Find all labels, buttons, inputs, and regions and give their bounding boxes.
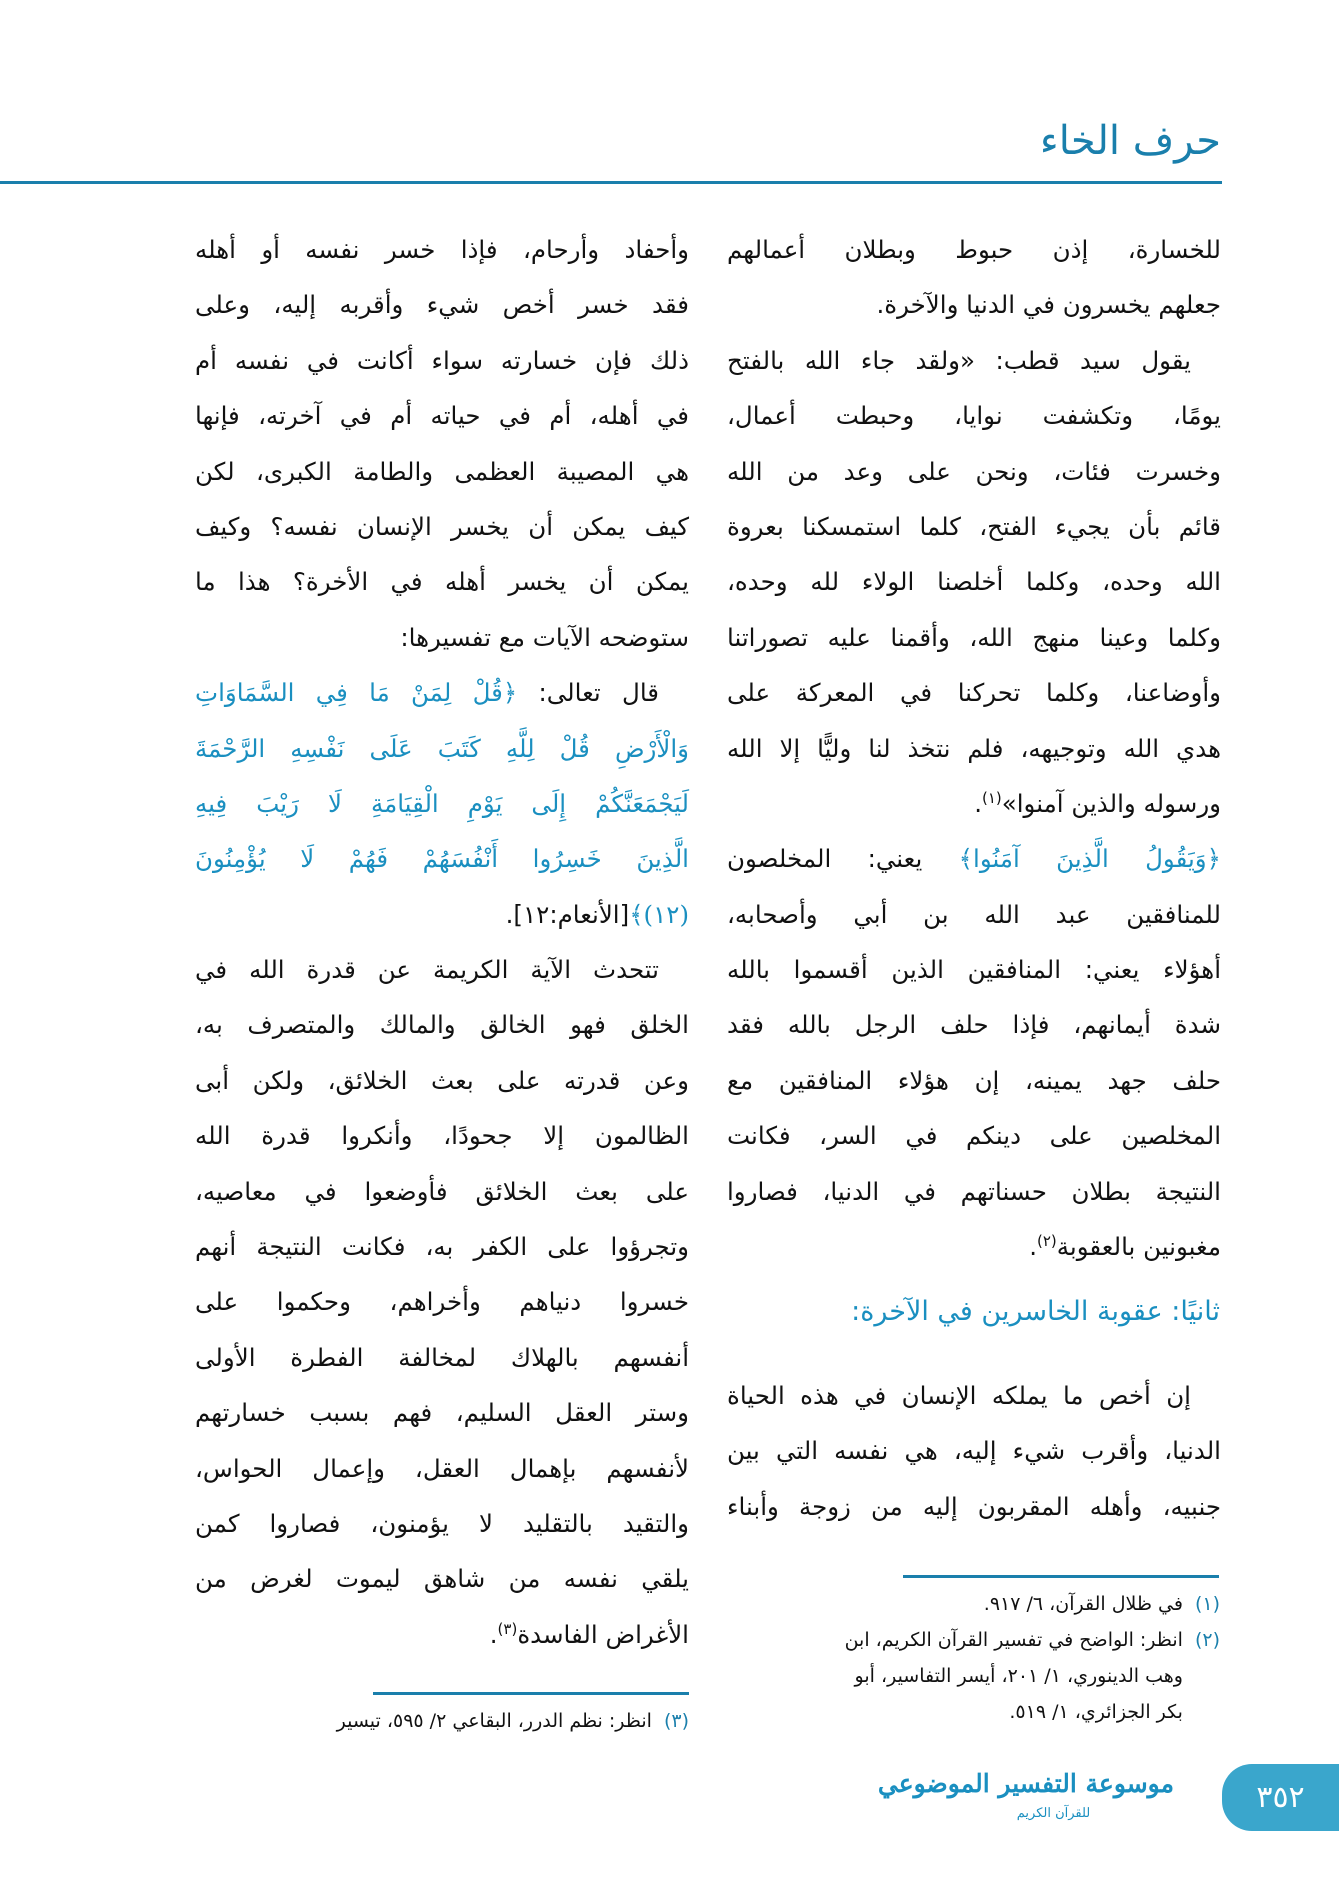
text-segment: أنفسهم بالهلاك لمخالفة الفطرة الأولى xyxy=(195,1342,689,1372)
text-line xyxy=(195,333,689,388)
footnote-line: انظر: نظم الدرر، البقاعي ٢/ ٥٩٥، تيسير xyxy=(336,1710,652,1732)
text-segment: . xyxy=(1029,1232,1037,1262)
text-segment: النتيجة بطلان حسناتهم في الدنيا، فصاروا xyxy=(727,1176,1221,1206)
header-divider xyxy=(0,181,1222,184)
text-segment: قائم بأن يجيء الفتح، كلما استمسكنا بعروة xyxy=(727,511,1221,541)
text-line xyxy=(727,222,1221,277)
logo-sub-text: للقرآن الكريم xyxy=(1016,1806,1091,1821)
text-segment: هي المصيبة العظمى والطامة الكبرى، لكن xyxy=(195,456,689,486)
quran-verse: (١٢)﴾ xyxy=(629,899,689,929)
footnote-number: (٣) xyxy=(663,1710,689,1732)
text-line xyxy=(727,1479,1221,1534)
text-segment: وتجرؤوا على الكفر به، فكانت النتيجة أنهم xyxy=(195,1232,689,1262)
right-column-continued xyxy=(727,1368,1221,1534)
text-line xyxy=(727,554,1221,609)
text-line xyxy=(195,1330,689,1385)
section-heading: ثانيًا: عقوبة الخاسرين في الآخرة: xyxy=(851,1296,1220,1327)
text-segment: . xyxy=(489,1619,498,1649)
text-segment: يعني: المخلصون xyxy=(727,844,959,874)
text-segment: الله وحده، وكلما أخلصنا الولاء لله وحده، xyxy=(727,567,1221,597)
text-segment: ستوضحه الآيات مع تفسيرها: xyxy=(400,622,689,652)
text-segment: الظالمون إلا جحودًا، وأنكروا قدرة الله xyxy=(195,1121,689,1151)
text-line xyxy=(195,831,689,886)
text-segment: في أهله، أم في حياته أم في آخرته، فإنها xyxy=(195,401,689,431)
text-segment: وأوضاعنا، وكلما تحركنا في المعركة على xyxy=(727,678,1221,708)
footnote xyxy=(720,1622,1220,1730)
text-segment: وستر العقل السليم، فهم بسبب خسارتهم xyxy=(195,1398,689,1428)
text-segment: [الأنعام:١٢]. xyxy=(505,899,630,929)
footnote-line: انظر: الواضح في تفسير القرآن الكريم، ابن xyxy=(844,1629,1183,1651)
chapter-title: حرف الخاء xyxy=(1039,118,1221,164)
text-line xyxy=(727,721,1221,776)
text-segment: للخسارة، إذن حبوط وبطلان أعمالهم xyxy=(727,235,1221,264)
text-segment: مغبونين بالعقوبة xyxy=(1056,1232,1221,1262)
text-segment: والتقيد بالتقليد لا يؤمنون، فصاروا كمن xyxy=(195,1508,689,1538)
footnote-number: (١) xyxy=(1194,1593,1220,1615)
text-segment: إن أخص ما يملكه الإنسان في هذه الحياة xyxy=(727,1381,1191,1410)
footnote-ref[interactable]: (٢) xyxy=(1037,1231,1057,1250)
text-line xyxy=(195,1607,689,1662)
encyclopedia-logo xyxy=(877,1764,1174,1836)
text-line xyxy=(727,499,1221,554)
text-segment: يومًا، وتكشفت نوايا، وحبطت أعمال، xyxy=(727,401,1221,431)
text-segment: الأغراض الفاسدة xyxy=(517,1619,689,1649)
text-segment: للمنافقين عبد الله بن أبي وأصحابه، xyxy=(727,899,1221,929)
text-line xyxy=(727,1164,1221,1219)
text-segment: وخسرت فئات، ونحن على وعد من الله xyxy=(727,456,1221,486)
text-line xyxy=(195,1496,689,1551)
logo-main-text: موسوعة التفسير الموضوعي xyxy=(877,1769,1174,1798)
text-segment: هدي الله وتوجيهه، فلم نتخذ لنا وليًّا إلا الله xyxy=(727,733,1221,763)
text-line xyxy=(195,444,689,499)
footnote-line: في ظلال القرآن، ٦/ ٩١٧. xyxy=(983,1593,1183,1615)
quran-verse: لَيَجْمَعَنَّكُمْ إِلَى يَوْمِ الْقِيَامَةِ لَا رَيْبَ فِيهِ xyxy=(195,788,689,818)
text-segment: وأحفاد وأرحام، فإذا خسر نفسه أو أهله xyxy=(195,235,689,264)
text-segment: أهؤلاء يعني: المنافقين الذين أقسموا بالله xyxy=(727,955,1221,985)
text-line xyxy=(727,887,1221,942)
text-segment: على بعث الخلائق فأوضعوا في معاصيه، xyxy=(195,1176,689,1206)
footnote xyxy=(720,1586,1220,1622)
text-line xyxy=(195,1551,689,1606)
right-column xyxy=(727,222,1221,1274)
text-segment: الخلق فهو الخالق والمالك والمتصرف به، xyxy=(195,1010,689,1040)
text-segment: جنبيه، وأهله المقربون إليه من زوجة وأبناء xyxy=(727,1491,1221,1521)
text-line xyxy=(195,942,689,997)
text-line xyxy=(195,388,689,443)
quran-verse: الَّذِينَ خَسِرُوا أَنْفُسَهُمْ فَهُمْ لَا يُؤْمِنُونَ xyxy=(195,844,689,874)
text-line xyxy=(727,388,1221,443)
quran-verse: ﴿وَيَقُولُ الَّذِينَ آمَنُوا﴾ xyxy=(958,844,1221,874)
footnote-divider-right xyxy=(903,1575,1219,1578)
text-line xyxy=(727,1108,1221,1163)
text-segment: قال تعالى: xyxy=(517,678,660,708)
text-segment: المخلصين على دينكم في السر، فكانت xyxy=(727,1121,1221,1151)
text-segment: وعن قدرته على بعث الخلائق، ولكن أبى xyxy=(195,1065,689,1095)
text-segment: . xyxy=(974,788,982,818)
text-line xyxy=(195,887,689,942)
footnote-ref[interactable]: (٣) xyxy=(497,1619,518,1638)
text-line xyxy=(727,997,1221,1052)
text-line xyxy=(195,776,689,831)
text-segment: يلقي نفسه من شاهق ليموت لغرض من xyxy=(195,1564,689,1594)
text-line xyxy=(195,1441,689,1496)
text-line xyxy=(195,721,689,776)
footnotes-left xyxy=(189,1703,689,1739)
text-segment: ورسوله والذين آمنوا» xyxy=(1001,788,1221,818)
text-line xyxy=(727,831,1221,886)
footnote-number: (٢) xyxy=(1194,1629,1220,1651)
text-segment: يقول سيد قطب: «ولقد جاء الله بالفتح xyxy=(727,345,1191,375)
text-line xyxy=(195,1219,689,1274)
footnote-line: وهب الدينوري، ١/ ٢٠١، أيسر التفاسير، أبو xyxy=(854,1665,1183,1687)
text-line xyxy=(195,1108,689,1163)
text-line xyxy=(727,776,1221,831)
text-line xyxy=(195,499,689,554)
page-number: ٣٥٢ xyxy=(1222,1764,1339,1831)
footnotes-right xyxy=(720,1586,1220,1730)
text-segment: ذلك فإن خسارته سواء أكانت في نفسه أم xyxy=(195,345,689,375)
text-line xyxy=(195,1385,689,1440)
text-segment: فقد خسر أخص شيء وأقربه إليه، وعلى xyxy=(195,290,689,320)
footnote-divider-left xyxy=(373,1692,689,1695)
text-line xyxy=(195,1274,689,1329)
text-segment: لأنفسهم بإهمال العقل، وإعمال الحواس، xyxy=(195,1453,689,1483)
text-line xyxy=(727,1423,1221,1478)
text-line xyxy=(727,333,1221,388)
text-line xyxy=(195,665,689,720)
text-line xyxy=(727,1053,1221,1108)
footnote xyxy=(189,1703,689,1739)
text-line xyxy=(727,610,1221,665)
text-segment: يمكن أن يخسر أهله في الأخرة؟ هذا ما xyxy=(195,567,689,597)
text-line xyxy=(727,665,1221,720)
text-segment: وكلما وعينا منهج الله، وأقمنا عليه تصوراتنا xyxy=(727,622,1221,652)
text-segment: الدنيا، وأقرب شيء إليه، هي نفسه التي بين xyxy=(727,1436,1221,1466)
text-line xyxy=(195,222,689,277)
text-line xyxy=(727,444,1221,499)
quran-verse: ﴿قُلْ لِمَنْ مَا فِي السَّمَاوَاتِ xyxy=(195,678,518,708)
text-line xyxy=(195,997,689,1052)
text-segment: تتحدث الآية الكريمة عن قدرة الله في xyxy=(195,955,659,985)
text-line xyxy=(727,277,1221,332)
text-line xyxy=(195,1053,689,1108)
text-segment: كيف يمكن أن يخسر الإنسان نفسه؟ وكيف xyxy=(195,511,689,541)
text-line xyxy=(195,277,689,332)
text-segment: حلف جهد يمينه، إن هؤلاء المنافقين مع xyxy=(727,1065,1221,1095)
quran-verse: وَالْأَرْضِ قُلْ لِلَّهِ كَتَبَ عَلَى نَفْسِهِ الرَّحْمَةَ xyxy=(195,733,689,763)
footnote-ref[interactable]: (١) xyxy=(981,788,1002,807)
text-line xyxy=(727,942,1221,997)
text-line xyxy=(195,610,689,665)
text-line xyxy=(195,1164,689,1219)
text-line xyxy=(195,554,689,609)
text-segment: شدة أيمانهم، فإذا حلف الرجل بالله فقد xyxy=(727,1010,1221,1040)
footnote-line: بكر الجزائري، ١/ ٥١٩. xyxy=(1009,1701,1183,1723)
text-segment: جعلهم يخسرون في الدنيا والآخرة. xyxy=(876,290,1221,320)
text-segment: خسروا دنياهم وأخراهم، وحكموا على xyxy=(195,1287,689,1317)
text-line xyxy=(727,1219,1221,1274)
text-line xyxy=(727,1368,1221,1423)
left-column xyxy=(195,222,689,1662)
